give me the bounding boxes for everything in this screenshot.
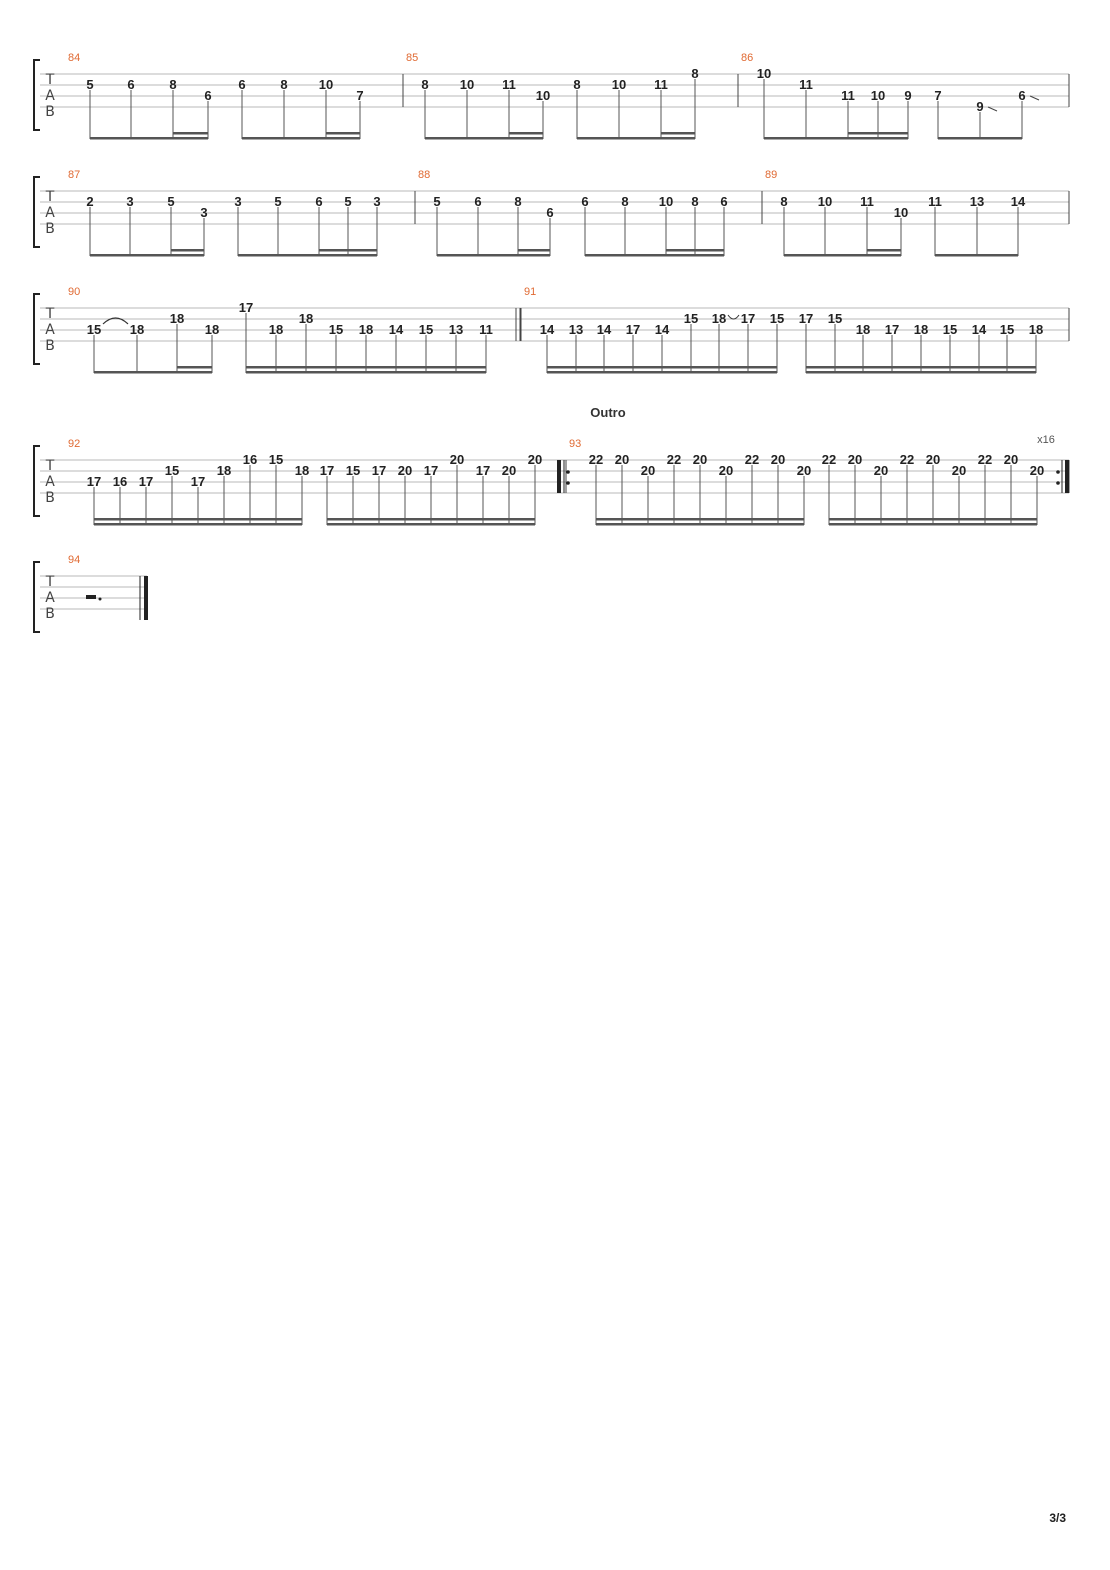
fret-number: 6 xyxy=(546,205,554,220)
fret-number: 18 xyxy=(294,463,310,478)
fret-number: 17 xyxy=(319,463,335,478)
primary-beam xyxy=(327,523,535,526)
secondary-beam xyxy=(327,518,535,521)
primary-beam xyxy=(938,137,1022,140)
repeat-count: x16 xyxy=(1037,434,1055,446)
fret-number: 2 xyxy=(86,194,94,209)
secondary-beam xyxy=(547,366,777,369)
primary-beam xyxy=(935,254,1018,257)
fret-number: 10 xyxy=(893,205,909,220)
beam-group xyxy=(238,77,363,140)
fret-number: 20 xyxy=(614,452,630,467)
primary-beam xyxy=(94,523,302,526)
measure-number: 84 xyxy=(68,52,81,64)
measure-number: 87 xyxy=(68,169,81,181)
fret-number: 20 xyxy=(501,463,517,478)
secondary-beam xyxy=(94,518,302,521)
primary-beam xyxy=(246,371,486,374)
fret-number: 13 xyxy=(448,322,464,337)
fret-number: 17 xyxy=(884,322,900,337)
tab-clef-letter: T xyxy=(45,189,55,205)
fret-number: 5 xyxy=(167,194,175,209)
primary-beam xyxy=(596,523,804,526)
fret-number: 18 xyxy=(711,311,727,326)
fret-number: 20 xyxy=(718,463,734,478)
fret-number: 10 xyxy=(658,194,674,209)
repeat-end-thick xyxy=(1065,460,1069,493)
fret-number: 22 xyxy=(977,452,993,467)
secondary-beam xyxy=(319,249,377,252)
fret-number: 5 xyxy=(344,194,352,209)
repeat-dot xyxy=(1056,470,1060,474)
fret-number: 11 xyxy=(841,88,855,103)
beam-group xyxy=(928,194,1026,257)
section-label: Outro xyxy=(590,405,626,420)
fret-number: 15 xyxy=(86,322,102,337)
fret-number: 7 xyxy=(934,88,942,103)
fret-number: 18 xyxy=(298,311,314,326)
beam-group xyxy=(581,194,727,257)
repeat-start-thick xyxy=(557,460,561,493)
measure-number: 94 xyxy=(68,554,81,566)
fret-number: 10 xyxy=(611,77,627,92)
secondary-beam xyxy=(661,132,695,135)
fret-number: 15 xyxy=(999,322,1015,337)
beam-group xyxy=(320,452,542,526)
beam-group xyxy=(87,311,219,374)
primary-beam xyxy=(425,137,543,140)
fret-number: 20 xyxy=(527,452,543,467)
beam-group xyxy=(86,77,211,140)
fret-number: 15 xyxy=(769,311,785,326)
fret-number: 8 xyxy=(691,66,699,81)
fret-number: 6 xyxy=(1018,88,1026,103)
fret-number: 5 xyxy=(433,194,441,209)
tie-arc xyxy=(728,315,739,319)
fret-number: 22 xyxy=(821,452,837,467)
secondary-beam xyxy=(177,366,212,369)
beam-group xyxy=(799,311,1043,374)
fret-number: 18 xyxy=(855,322,871,337)
slide-mark xyxy=(1030,96,1039,100)
repeat-dot xyxy=(1056,481,1060,485)
system-bracket xyxy=(34,177,40,247)
secondary-beam xyxy=(173,132,208,135)
beam-group xyxy=(780,194,908,257)
fret-number: 6 xyxy=(204,88,212,103)
fret-number: 20 xyxy=(951,463,967,478)
primary-beam xyxy=(585,254,724,257)
fret-number: 15 xyxy=(345,463,361,478)
tab-clef-letter: T xyxy=(45,306,55,322)
fret-number: 10 xyxy=(817,194,833,209)
fret-number: 6 xyxy=(581,194,589,209)
fret-number: 20 xyxy=(796,463,812,478)
fret-number: 17 xyxy=(740,311,756,326)
fret-number: 10 xyxy=(756,66,772,81)
primary-beam xyxy=(829,523,1037,526)
secondary-beam xyxy=(848,132,908,135)
fret-number: 16 xyxy=(242,452,258,467)
tab-clef-letter: T xyxy=(45,72,55,88)
fret-number: 6 xyxy=(315,194,323,209)
secondary-beam xyxy=(509,132,543,135)
fret-number: 16 xyxy=(112,474,128,489)
beam-group xyxy=(433,194,553,257)
tab-system-1 xyxy=(34,52,1069,140)
system-bracket xyxy=(34,294,40,364)
fret-number: 18 xyxy=(204,322,220,337)
primary-beam xyxy=(764,137,908,140)
fret-number: 11 xyxy=(479,322,493,337)
tab-clef-letter: B xyxy=(45,606,55,622)
primary-beam xyxy=(90,137,208,140)
tab-clef-letter: T xyxy=(45,458,55,474)
secondary-beam xyxy=(246,366,486,369)
system-bracket xyxy=(34,446,40,516)
fret-number: 17 xyxy=(190,474,206,489)
fret-number: 3 xyxy=(373,194,381,209)
secondary-beam xyxy=(326,132,360,135)
fret-number: 11 xyxy=(799,77,813,92)
fret-number: 14 xyxy=(388,322,404,337)
tab-clef-letter: B xyxy=(45,338,55,354)
fret-number: 8 xyxy=(421,77,429,92)
fret-number: 15 xyxy=(418,322,434,337)
fret-number: 10 xyxy=(870,88,886,103)
fret-number: 20 xyxy=(397,463,413,478)
measure-number: 92 xyxy=(68,438,81,450)
tab-system-2 xyxy=(34,169,1069,257)
fret-number: 14 xyxy=(596,322,612,337)
fret-number: 20 xyxy=(692,452,708,467)
fret-number: 15 xyxy=(268,452,284,467)
slide-mark xyxy=(988,107,997,111)
fret-number: 13 xyxy=(969,194,985,209)
tab-clef-letter: A xyxy=(45,474,55,490)
fret-number: 6 xyxy=(720,194,728,209)
fret-number: 3 xyxy=(200,205,208,220)
secondary-beam xyxy=(829,518,1037,521)
measure-number: 91 xyxy=(524,286,537,298)
system-bracket xyxy=(34,60,40,130)
repeat-dot xyxy=(566,481,570,485)
fret-number: 22 xyxy=(588,452,604,467)
fret-number: 11 xyxy=(654,77,668,92)
fret-number: 20 xyxy=(449,452,465,467)
fret-number: 18 xyxy=(268,322,284,337)
secondary-beam xyxy=(596,518,804,521)
fret-number: 20 xyxy=(1003,452,1019,467)
fret-number: 15 xyxy=(827,311,843,326)
fret-number: 8 xyxy=(514,194,522,209)
rest-dot xyxy=(99,598,102,601)
measure-number: 89 xyxy=(765,169,778,181)
tab-system-5 xyxy=(34,554,148,632)
secondary-beam xyxy=(171,249,204,252)
measure-94 xyxy=(68,554,102,601)
beam-group xyxy=(757,66,912,140)
fret-number: 8 xyxy=(573,77,581,92)
primary-beam xyxy=(242,137,360,140)
primary-beam xyxy=(577,137,695,140)
fret-number: 17 xyxy=(371,463,387,478)
fret-number: 11 xyxy=(860,194,874,209)
fret-number: 22 xyxy=(666,452,682,467)
fret-number: 11 xyxy=(928,194,942,209)
fret-number: 18 xyxy=(216,463,232,478)
fret-number: 10 xyxy=(535,88,551,103)
beam-group xyxy=(87,452,309,526)
fret-number: 13 xyxy=(568,322,584,337)
tab-clef-letter: A xyxy=(45,590,55,606)
fret-number: 17 xyxy=(86,474,102,489)
tab-clef-letter: A xyxy=(45,205,55,221)
fret-number: 18 xyxy=(913,322,929,337)
half-rest-mark xyxy=(86,595,96,599)
tab-system-3 xyxy=(34,286,1069,374)
primary-beam xyxy=(94,371,212,374)
fret-number: 15 xyxy=(683,311,699,326)
measure-90 xyxy=(68,286,493,374)
fret-number: 18 xyxy=(1028,322,1044,337)
fret-number: 3 xyxy=(234,194,242,209)
fret-number: 17 xyxy=(475,463,491,478)
fret-number: 20 xyxy=(925,452,941,467)
fret-number: 6 xyxy=(238,77,246,92)
primary-beam xyxy=(547,371,777,374)
system-bracket xyxy=(34,562,40,632)
fret-number: 18 xyxy=(358,322,374,337)
primary-beam xyxy=(90,254,204,257)
fret-number: 20 xyxy=(770,452,786,467)
fret-number: 10 xyxy=(459,77,475,92)
fret-number: 11 xyxy=(502,77,516,92)
tab-clef-letter: B xyxy=(45,221,55,237)
fret-number: 8 xyxy=(691,194,699,209)
fret-number: 17 xyxy=(423,463,439,478)
primary-beam xyxy=(806,371,1036,374)
primary-beam xyxy=(238,254,377,257)
beam-group xyxy=(234,194,380,257)
fret-number: 18 xyxy=(129,322,145,337)
fret-number: 6 xyxy=(127,77,135,92)
fret-number: 3 xyxy=(126,194,134,209)
tab-clef-letter: B xyxy=(45,490,55,506)
fret-number: 9 xyxy=(904,88,912,103)
measure-number: 90 xyxy=(68,286,81,298)
fret-number: 5 xyxy=(86,77,94,92)
beam-group xyxy=(421,77,550,140)
fret-number: 17 xyxy=(798,311,814,326)
tab-system-4 xyxy=(34,405,1069,526)
fret-number: 20 xyxy=(847,452,863,467)
fret-number: 20 xyxy=(1029,463,1045,478)
secondary-beam xyxy=(666,249,724,252)
fret-number: 18 xyxy=(169,311,185,326)
fret-number: 15 xyxy=(942,322,958,337)
tab-clef-letter: A xyxy=(45,322,55,338)
tab-clef-letter: T xyxy=(45,574,55,590)
beam-group xyxy=(86,194,207,257)
measure-number: 86 xyxy=(741,52,754,64)
repeat-dot xyxy=(566,470,570,474)
beam-group xyxy=(822,452,1044,526)
fret-number: 5 xyxy=(274,194,282,209)
fret-number: 15 xyxy=(164,463,180,478)
final-barline-thick xyxy=(144,576,148,620)
beam-group xyxy=(573,66,698,140)
beam-group xyxy=(540,311,784,374)
primary-beam xyxy=(437,254,550,257)
fret-number: 15 xyxy=(328,322,344,337)
secondary-beam xyxy=(806,366,1036,369)
fret-number: 8 xyxy=(621,194,629,209)
fret-number: 6 xyxy=(474,194,482,209)
fret-number: 10 xyxy=(318,77,334,92)
fret-number: 17 xyxy=(138,474,154,489)
fret-number: 17 xyxy=(625,322,641,337)
fret-number: 20 xyxy=(640,463,656,478)
measure-number: 85 xyxy=(406,52,419,64)
tab-clef-letter: A xyxy=(45,88,55,104)
fret-number: 20 xyxy=(873,463,889,478)
fret-number: 7 xyxy=(356,88,364,103)
fret-number: 22 xyxy=(744,452,760,467)
fret-number: 14 xyxy=(539,322,555,337)
fret-number: 8 xyxy=(280,77,288,92)
measure-number: 88 xyxy=(418,169,431,181)
fret-number: 22 xyxy=(899,452,915,467)
primary-beam xyxy=(784,254,901,257)
tab-clef-letter: B xyxy=(45,104,55,120)
fret-number: 17 xyxy=(238,300,254,315)
beam-group xyxy=(589,452,811,526)
page-number: 3/3 xyxy=(1049,1511,1066,1525)
fret-number: 14 xyxy=(654,322,670,337)
fret-number: 14 xyxy=(971,322,987,337)
beam-group xyxy=(239,300,493,374)
measure-number: 93 xyxy=(569,438,582,450)
secondary-beam xyxy=(518,249,550,252)
fret-number: 8 xyxy=(780,194,788,209)
secondary-beam xyxy=(867,249,901,252)
fret-number: 8 xyxy=(169,77,177,92)
fret-number: 14 xyxy=(1010,194,1026,209)
fret-number: 9 xyxy=(976,99,984,114)
